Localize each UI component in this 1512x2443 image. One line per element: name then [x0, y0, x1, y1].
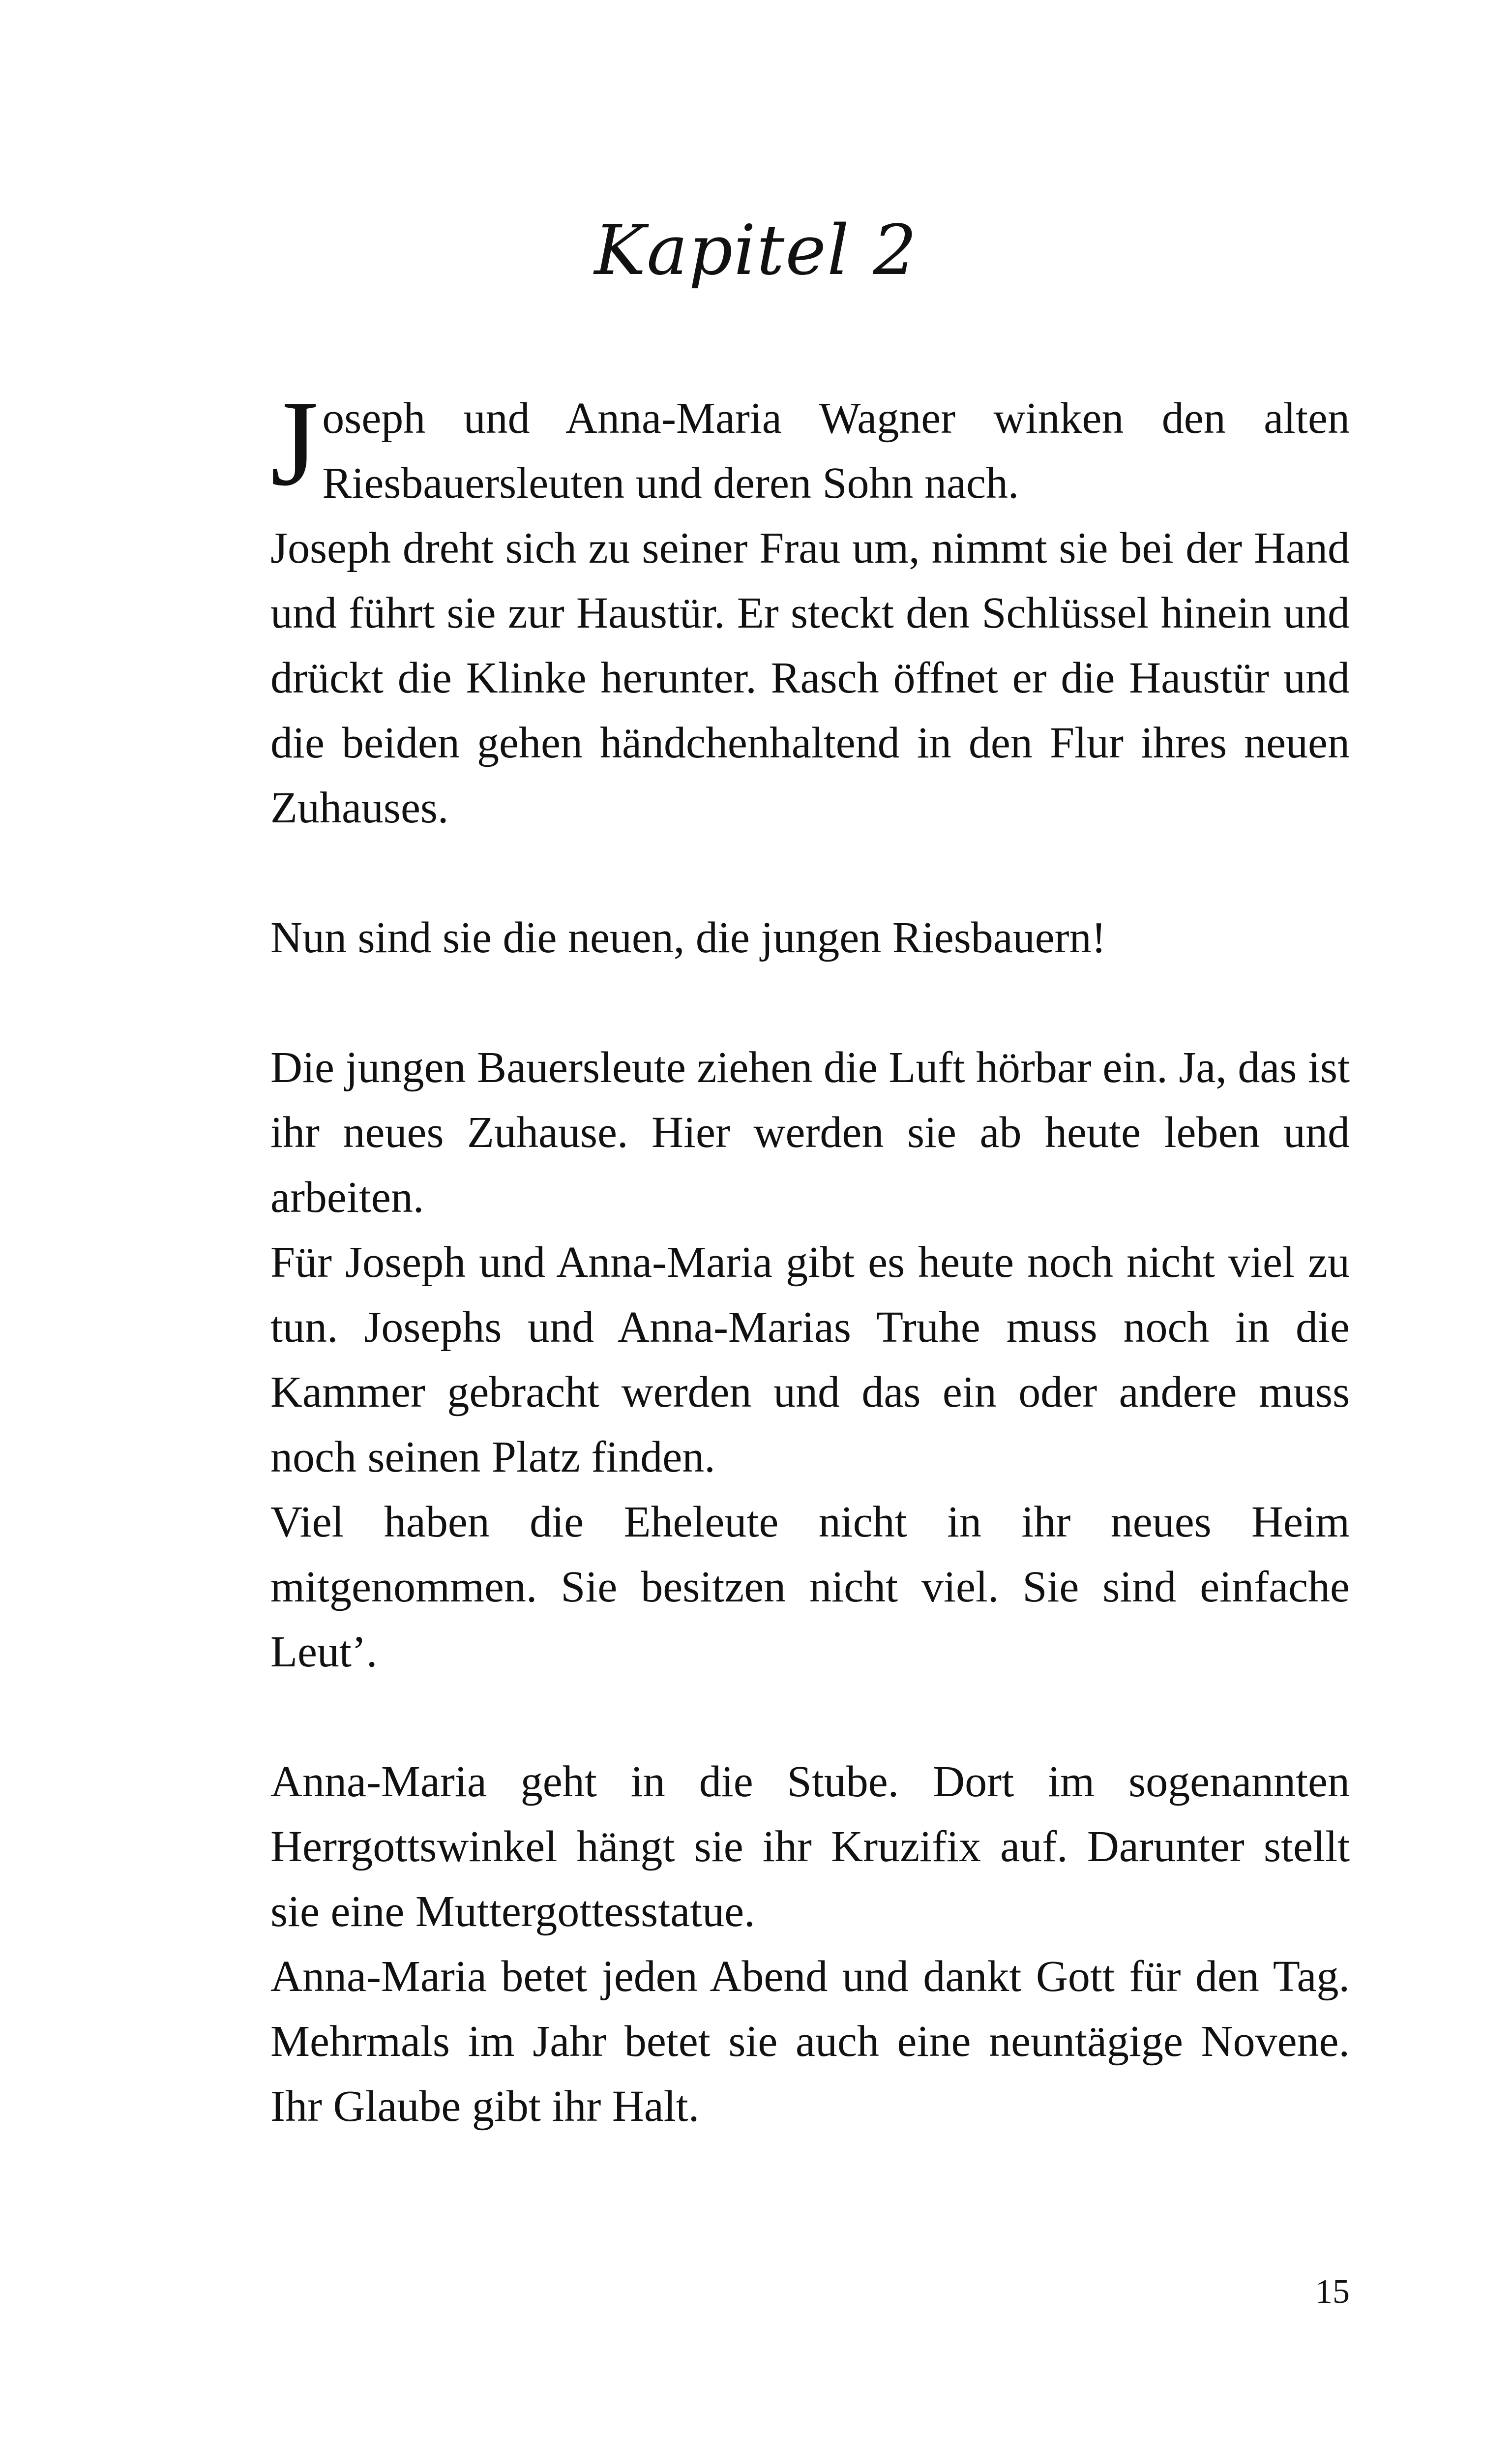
paragraph-gap: [270, 970, 1350, 1035]
chapter-body: [270, 375, 1350, 2139]
paragraph-5: Für Joseph und Anna-Maria gibt es heute noch nicht viel zu tun. Josephs und Anna-Marias Truhe muss noch in die Kammer gebracht werden und das ein oder andere muss noch seinen Platz finden.: [270, 1238, 1350, 1481]
page-number: 15: [1315, 2273, 1350, 2311]
paragraph-1-text: oseph und Anna-Maria Wagner winken den alten Riesbauersleuten und deren Sohn nach.: [322, 394, 1350, 508]
paragraph-gap: [270, 1685, 1350, 1749]
paragraph-2: Joseph dreht sich zu seiner Frau um, nimmt sie bei der Hand und führt sie zur Haustür. Er steckt den Schlüssel hinein und drückt die Klinke herunter. Rasch öffnet er die Haustür und die beiden gehen händchenhaltend in den Flur ihres neuen Zuhauses.: [270, 524, 1350, 832]
chapter-title: Kapitel 2: [594, 211, 918, 291]
paragraph-gap: [270, 841, 1350, 905]
paragraph-6: Viel haben die Eheleute nicht in ihr neues Heim mitgenommen. Sie besitzen nicht viel. Sie sind einfache Leut’.: [270, 1498, 1350, 1676]
paragraph-1: [270, 375, 1350, 516]
drop-cap: J: [270, 375, 319, 512]
paragraph-4: Die jungen Bauersleute ziehen die Luft hörbar ein. Ja, das ist ihr neues Zuhause. Hier werden sie ab heute leben und arbeiten.: [270, 1043, 1350, 1222]
paragraph-8: Anna-Maria betet jeden Abend und dankt Gott für den Tag. Mehrmals im Jahr betet sie auch eine neuntägige Novene. Ihr Glaube gibt ihr Halt.: [270, 1952, 1350, 2131]
paragraph-3: Nun sind sie die neuen, die jungen Riesbauern!: [270, 913, 1106, 962]
paragraph-7: Anna-Maria geht in die Stube. Dort im sogenannten Herrgottswinkel hängt sie ihr Kruzifix auf. Darunter stellt sie eine Muttergottesstatue.: [270, 1757, 1350, 1936]
